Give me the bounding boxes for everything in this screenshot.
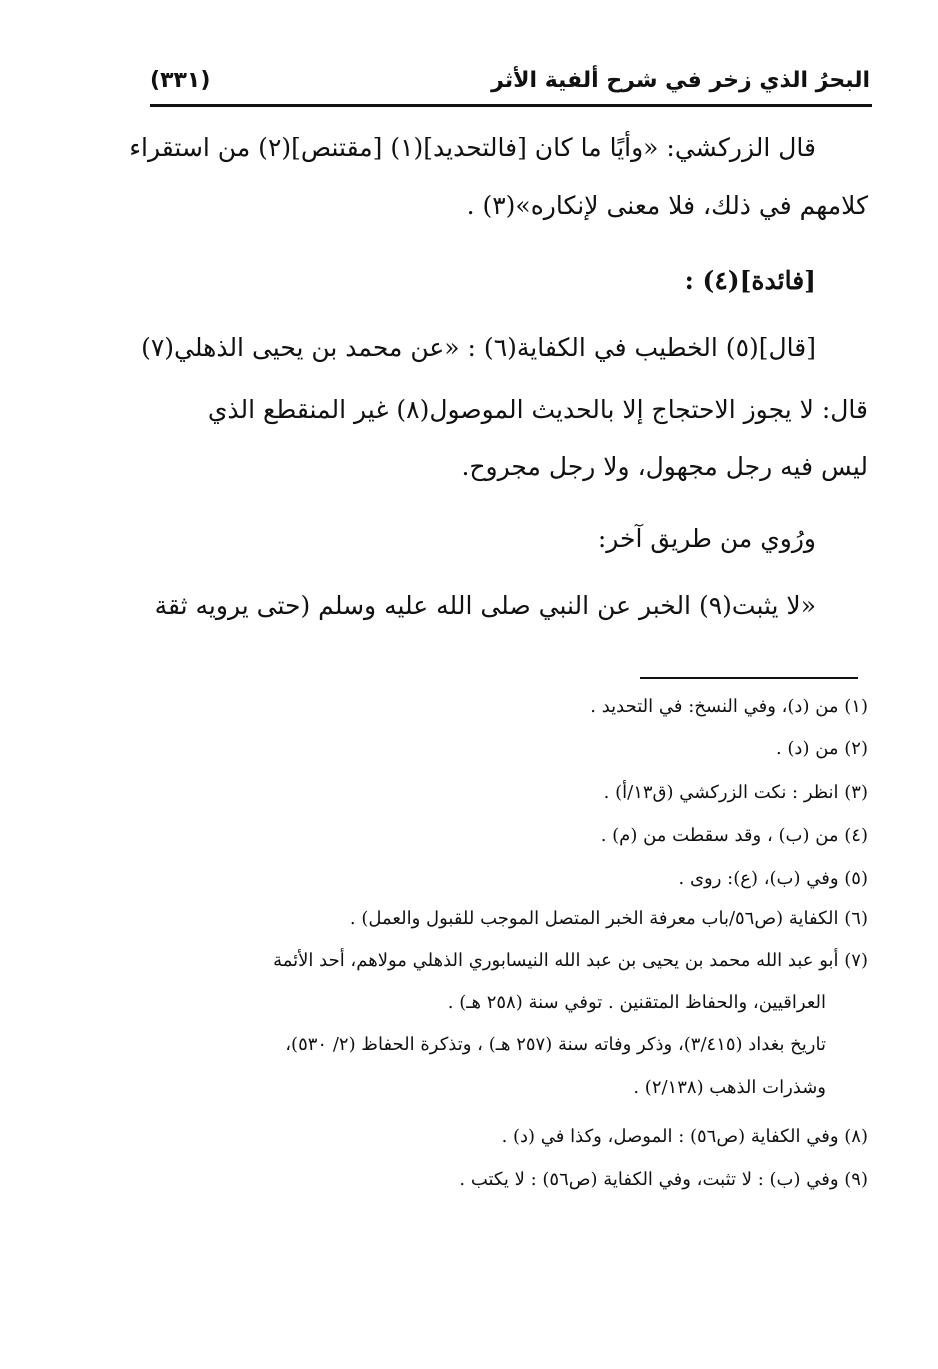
section-heading-faida: [فائدة](٤) :	[684, 266, 816, 295]
header-rule	[150, 104, 872, 107]
running-header	[150, 62, 870, 102]
text-line-4: [قال](٥) الخطيب في الكفاية(٦) : «عن محمد بن يحيى الذهلي(٧)	[141, 333, 816, 362]
book-title: البحرُ الذي زخر في شرح ألفية الأثر	[491, 68, 870, 93]
text-line-1: قال الزركشي: «وأيًا ما كان [فالتحديد](١) [مقتنص](٢) من استقراء	[129, 133, 816, 162]
footnote-1: (١) من (د)، وفي النسخ: في التحديد .	[590, 696, 868, 717]
footnote-7-ref-1: تاريخ بغداد (٣/٤١٥)، وذكر وفاته سنة (٢٥٧ هـ) ، وتذكرة الحفاظ (٢/ ٥٣٠)،	[285, 1034, 826, 1055]
footnote-3: (٣) انظر : نكت الزركشي (ق١٣/أ) .	[603, 782, 868, 803]
footnote-4: (٤) من (ب) ، وقد سقطت من (م) .	[600, 825, 868, 846]
footnote-7-cont: العراقيين، والحفاظ المتقنين . توفي سنة (٢٥٨ هـ) .	[447, 992, 826, 1013]
text-line-8: «لا يثبت(٩) الخبر عن النبي صلى الله عليه وسلم (حتى يرويه ثقة	[154, 591, 816, 620]
text-line-7: ورُوي من طريق آخر:	[597, 524, 816, 553]
text-line-5: قال: لا يجوز الاحتجاج إلا بالحديث الموصول(٨) غير المنقطع الذي	[207, 395, 868, 424]
footnote-8: (٨) وفي الكفاية (ص٥٦) : الموصل، وكذا في (د) .	[501, 1126, 868, 1147]
footnote-2: (٢) من (د) .	[775, 738, 868, 759]
footnote-7: (٧) أبو عبد الله محمد بن يحيى بن عبد الله النيسابوري الذهلي مولاهم، أحد الأئمة	[273, 950, 868, 971]
footnote-separator	[640, 677, 858, 679]
page-number: (٣٣١)	[150, 68, 211, 93]
footnote-9: (٩) وفي (ب) : لا تثبت، وفي الكفاية (ص٥٦) : لا يكتب .	[459, 1169, 868, 1190]
footnote-7-ref-2: وشذرات الذهب (٢/١٣٨) .	[633, 1077, 826, 1098]
footnotes	[150, 692, 868, 1212]
footnote-5: (٥) وفي (ب)، (ع): روى .	[678, 868, 868, 889]
text-line-6: ليس فيه رجل مجهول، ولا رجل مجروح.	[461, 452, 868, 481]
main-text	[129, 128, 868, 628]
footnote-6: (٦) الكفاية (ص٥٦/باب معرفة الخبر المتصل الموجب للقبول والعمل) .	[349, 908, 868, 929]
text-line-2: كلامهم في ذلك، فلا معنى لإنكاره»(٣) .	[466, 191, 868, 220]
